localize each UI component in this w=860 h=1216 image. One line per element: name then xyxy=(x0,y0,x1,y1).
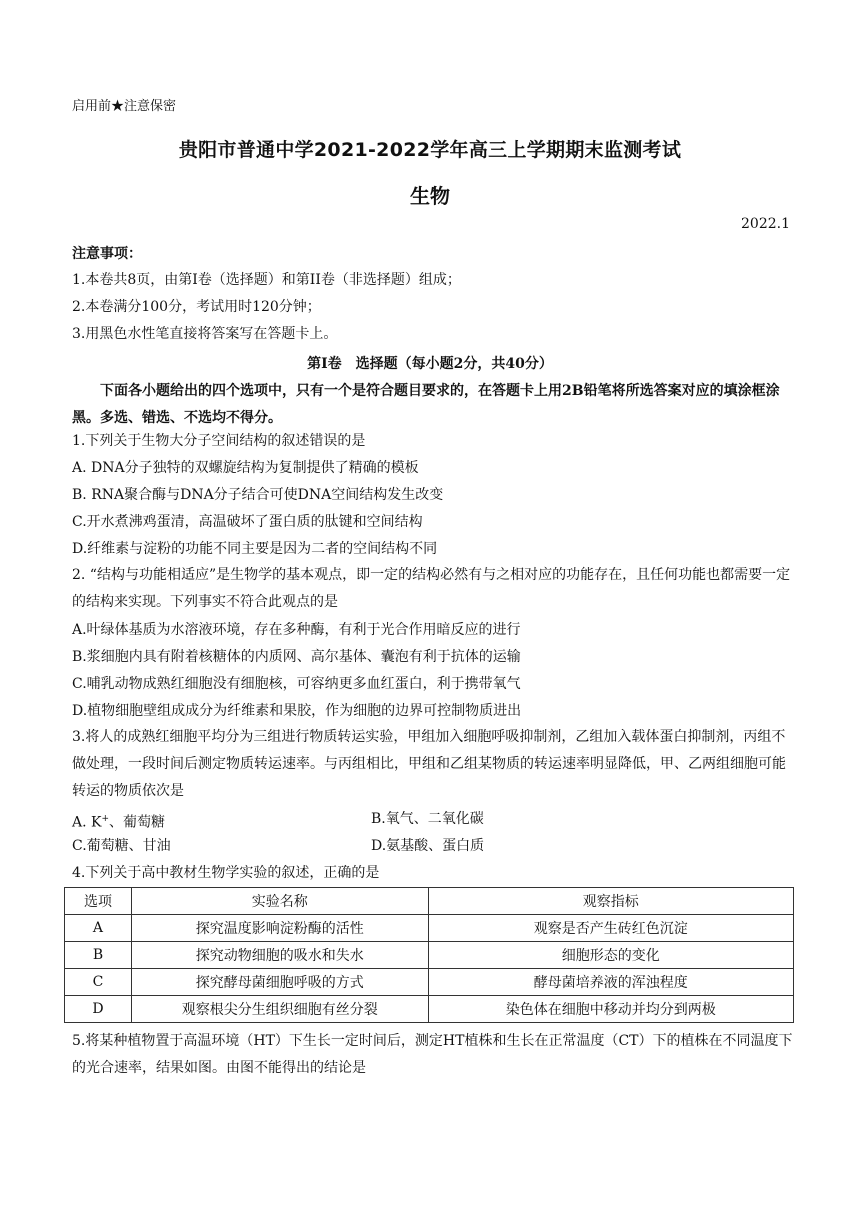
option-b: B.氧气、二氧化碳 xyxy=(371,811,484,827)
table-row xyxy=(65,969,794,996)
question-stem: 3.将人的成熟红细胞平均分为三组进行物质转运实验，甲组加入细胞呼吸抑制剂，乙组加入载体蛋白抑制剂，丙组不做处理，一段时间后测定物质转运速率。与丙组相比，甲组和乙组某物质的转运速率明显降低，甲、乙两组细胞可能转运的物质依次是 xyxy=(72,729,786,799)
confidential-label: 启用前★注意保密 xyxy=(72,99,177,114)
option-d: D.氨基酸、蛋白质 xyxy=(371,838,485,854)
option-b: B.浆细胞内具有附着核糖体的内质网、高尔基体、囊泡有利于抗体的运输 xyxy=(72,649,521,665)
note-item: 2.本卷满分100分，考试用时120分钟； xyxy=(72,299,321,315)
subject-title: 生物 xyxy=(410,184,450,208)
option-c: C.哺乳动物成熟红细胞没有细胞核，可容纳更多血红蛋白，利于携带氧气 xyxy=(72,676,521,692)
experiment-table xyxy=(64,887,794,1023)
table-cell: D xyxy=(65,996,132,1023)
option-c: C.葡萄糖、甘油 xyxy=(72,838,171,854)
section-instructions: 下面各小题给出的四个选项中，只有一个是符合题目要求的，在答题卡上用2B铅笔将所选答案对应的填涂框涂黑。多选、错选、不选均不得分。 xyxy=(72,383,780,426)
table-cell: C xyxy=(65,969,132,996)
table-cell: 观察是否产生砖红色沉淀 xyxy=(428,915,794,942)
table-row xyxy=(65,996,794,1023)
question-stem: 4.下列关于高中教材生物学实验的叙述，正确的是 xyxy=(72,865,380,881)
table-cell: 探究温度影响淀粉酶的活性 xyxy=(131,915,428,942)
table-cell: 染色体在细胞中移动并均分到两极 xyxy=(428,996,794,1023)
option-a: A. DNA分子独特的双螺旋结构为复制提供了精确的模板 xyxy=(72,460,419,476)
table-header-row xyxy=(65,888,794,915)
table-cell: 观察根尖分生组织细胞有丝分裂 xyxy=(131,996,428,1023)
option-a: A.叶绿体基质为水溶液环境，存在多种酶，有利于光合作用暗反应的进行 xyxy=(72,622,521,638)
table-cell: A xyxy=(65,915,132,942)
option-b: B. RNA聚合酶与DNA分子结合可使DNA空间结构发生改变 xyxy=(72,487,444,503)
option-c: C.开水煮沸鸡蛋清，高温破坏了蛋白质的肽键和空间结构 xyxy=(72,514,423,530)
exam-title: 贵阳市普通中学2021-2022学年高三上学期期末监测考试 xyxy=(178,139,682,161)
note-item: 3.用黑色水性笔直接将答案写在答题卡上。 xyxy=(72,326,338,342)
exam-date: 2022.1 xyxy=(741,216,790,232)
table-cell: B xyxy=(65,942,132,969)
table-cell: 细胞形态的变化 xyxy=(428,942,794,969)
table-row xyxy=(65,915,794,942)
notes-heading: 注意事项： xyxy=(72,246,142,262)
section-heading: 第I卷 选择题（每小题2分，共40分） xyxy=(307,356,553,372)
column-header: 观察指标 xyxy=(428,888,794,915)
table-cell: 探究动物细胞的吸水和失水 xyxy=(131,942,428,969)
question-stem: 5.将某种植物置于高温环境（HT）下生长一定时间后，测定HT植株和生长在正常温度（CT）下的植株在不同温度下的光合速率，结果如图。由图不能得出的结论是 xyxy=(72,1033,793,1076)
column-header: 选项 xyxy=(65,888,132,915)
option-d: D.植物细胞壁组成成分为纤维素和果胶，作为细胞的边界可控制物质进出 xyxy=(72,703,522,719)
option-d: D.纤维素与淀粉的功能不同主要是因为二者的空间结构不同 xyxy=(72,541,438,557)
question-stem: 1.下列关于生物大分子空间结构的叙述错误的是 xyxy=(72,433,366,449)
table-row xyxy=(65,942,794,969)
column-header: 实验名称 xyxy=(131,888,428,915)
question-stem: 2. “结构与功能相适应”是生物学的基本观点，即一定的结构必然有与之相对应的功能存在，且任何功能也都需要一定的结构来实现。下列事实不符合此观点的是 xyxy=(72,567,791,610)
option-a: A. K+、葡萄糖 xyxy=(72,814,166,831)
note-item: 1.本卷共8页，由第I卷（选择题）和第II卷（非选择题）组成； xyxy=(72,272,461,288)
table-cell: 酵母菌培养液的浑浊程度 xyxy=(428,969,794,996)
table-cell: 探究酵母菌细胞呼吸的方式 xyxy=(131,969,428,996)
